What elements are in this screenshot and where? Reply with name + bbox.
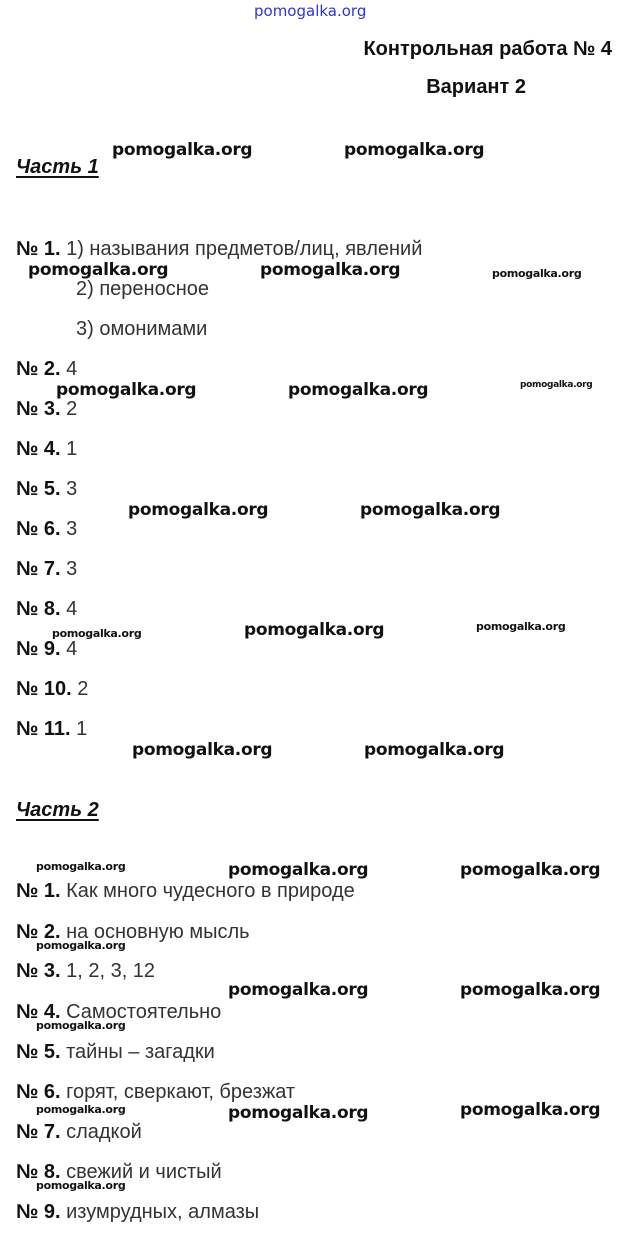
answer-text: 1 <box>66 438 78 460</box>
watermark: pomogalka.org <box>228 1103 369 1123</box>
watermark: pomogalka.org <box>28 260 169 280</box>
answer-number: № 1. <box>16 880 61 902</box>
answer-text: 1) называния предметов/лиц, явлений <box>66 238 423 260</box>
part2-answer-9 <box>16 1201 259 1224</box>
answer-number: № 2. <box>16 358 61 380</box>
answer-number: № 9. <box>16 1201 61 1223</box>
watermark: pomogalka.org <box>364 740 505 760</box>
answer-number: № 8. <box>16 1161 61 1183</box>
part2-answer-6 <box>16 1081 295 1104</box>
answer-number: № 3. <box>16 960 61 982</box>
part2-answer-3 <box>16 960 155 983</box>
part1-answer-9 <box>16 638 77 661</box>
answer-number: № 7. <box>16 558 61 580</box>
answer-number: № 7. <box>16 1121 61 1143</box>
answer-text: тайны – загадки <box>66 1041 215 1063</box>
watermark: pomogalka.org <box>56 380 197 400</box>
watermark: pomogalka.org <box>460 1100 601 1120</box>
part1-answer-10 <box>16 678 88 701</box>
part1-answer-1-line-3: 3) омонимами <box>76 318 208 340</box>
watermark: pomogalka.org <box>520 380 593 390</box>
answer-number: № 4. <box>16 438 61 460</box>
answer-text: 2 <box>66 398 78 420</box>
part1-answer-2 <box>16 358 77 381</box>
part2-answer-7 <box>16 1121 142 1144</box>
part1-answer-6 <box>16 518 77 541</box>
watermark: pomogalka.org <box>132 740 273 760</box>
watermark: pomogalka.org <box>36 1179 126 1192</box>
part1-answer-4 <box>16 438 77 461</box>
answer-number: № 5. <box>16 478 61 500</box>
watermark: pomogalka.org <box>112 140 253 160</box>
watermark: pomogalka.org <box>460 860 601 880</box>
watermark: pomogalka.org <box>52 627 142 640</box>
part1-answer-11 <box>16 718 87 741</box>
answer-text: Самостоятельно <box>66 1001 222 1023</box>
watermark: pomogalka.org <box>460 980 601 1000</box>
answer-text: сладкой <box>66 1121 142 1143</box>
part1-answer-1-line-2: 2) переносное <box>76 278 209 300</box>
answer-text: 4 <box>66 358 78 380</box>
answer-text: 1, 2, 3, 12 <box>66 960 156 982</box>
watermark: pomogalka.org <box>228 980 369 1000</box>
watermark: pomogalka.org <box>476 620 566 633</box>
watermark: pomogalka.org <box>260 260 401 280</box>
watermark: pomogalka.org <box>344 140 485 160</box>
answer-text: Как много чудесного в природе <box>66 880 355 902</box>
answer-text: на основную мысль <box>66 921 250 943</box>
part1-answer-7 <box>16 558 77 581</box>
part1-answer-3 <box>16 398 77 421</box>
answer-text: 3 <box>66 518 78 540</box>
answer-text: 4 <box>66 638 78 660</box>
part2-answer-1 <box>16 880 355 903</box>
answer-number: № 6. <box>16 518 61 540</box>
site-watermark: pomogalka.org <box>254 2 367 20</box>
answer-number: № 1. <box>16 238 61 260</box>
watermark: pomogalka.org <box>492 267 582 280</box>
answer-number: № 5. <box>16 1041 61 1063</box>
answer-text: 4 <box>66 598 78 620</box>
answer-number: № 8. <box>16 598 61 620</box>
answer-number: № 9. <box>16 638 61 660</box>
watermark: pomogalka.org <box>288 380 429 400</box>
part1-answer-8 <box>16 598 77 621</box>
answer-text: 1 <box>76 718 88 740</box>
part2-answer-5 <box>16 1041 215 1064</box>
answer-number: № 10. <box>16 678 72 700</box>
watermark: pomogalka.org <box>244 620 385 640</box>
watermark: pomogalka.org <box>128 500 269 520</box>
answer-number: № 4. <box>16 1001 61 1023</box>
part1-answer-1 <box>16 238 422 261</box>
watermark: pomogalka.org <box>36 860 126 873</box>
watermark: pomogalka.org <box>360 500 501 520</box>
watermark: pomogalka.org <box>228 860 369 880</box>
part1-answer-5 <box>16 478 77 501</box>
answer-text: свежий и чистый <box>66 1161 222 1183</box>
answer-text: 3 <box>66 558 78 580</box>
page-title: Контрольная работа № 4 <box>363 38 612 60</box>
answer-number: № 2. <box>16 921 61 943</box>
answer-text: изумрудных, алмазы <box>66 1201 260 1223</box>
answer-number: № 3. <box>16 398 61 420</box>
answer-text: 2 <box>77 678 89 700</box>
part1-heading: Часть 1 <box>16 156 99 178</box>
answer-number: № 11. <box>16 718 71 740</box>
answer-number: № 6. <box>16 1081 61 1103</box>
watermark: pomogalka.org <box>36 1103 126 1116</box>
watermark: pomogalka.org <box>36 939 126 952</box>
watermark: pomogalka.org <box>36 1019 126 1032</box>
answer-text: 3 <box>66 478 78 500</box>
part2-heading: Часть 2 <box>16 799 99 821</box>
answer-text: горят, сверкают, брезжат <box>66 1081 296 1103</box>
variant-label: Вариант 2 <box>426 76 526 98</box>
